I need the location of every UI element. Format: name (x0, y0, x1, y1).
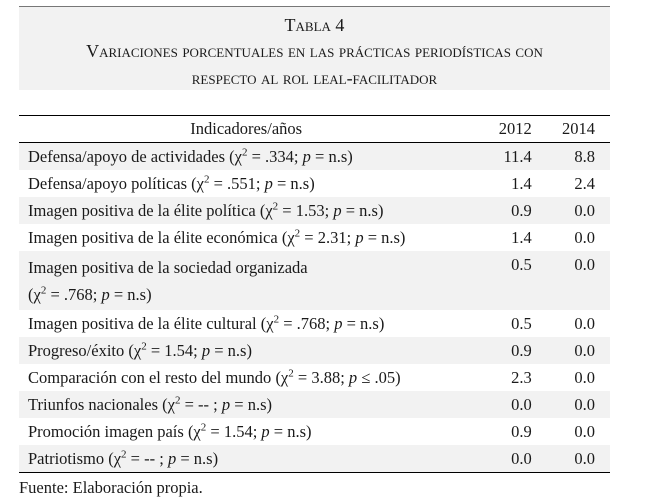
value-2014: 0.0 (574, 367, 595, 387)
chi-square-statistic: ($\chi^2 = 1.54$; p = n.s) (183, 421, 312, 441)
chi-square-statistic: ($\chi^2 = .334$; p = n.s) (225, 146, 353, 166)
table-header-row (19, 116, 610, 143)
chi-square-statistic: ($\chi^2 = .551$; p = n.s) (187, 173, 315, 193)
value-2014: 0.0 (574, 313, 595, 333)
value-2014: 2.4 (574, 173, 595, 193)
table-row (19, 337, 610, 364)
indicator-name: Progreso/éxito (28, 340, 125, 360)
value-2014: 0.0 (532, 251, 610, 310)
indicator-cell (19, 251, 473, 310)
indicator-cell (19, 197, 473, 224)
chi-square-statistic: ($\chi^2$ = -- ; p = n.s) (158, 394, 272, 414)
chi-square-statistic: ($\chi^2 = .768$; p = n.s) (28, 284, 152, 304)
table-row (19, 251, 610, 310)
chi-value: 1.54 (164, 340, 194, 360)
table-row (19, 224, 610, 251)
column-header-indicators: Indicadores/años (19, 116, 473, 143)
p-relation: = (367, 227, 377, 247)
table-title-box (19, 6, 610, 90)
chi-square-statistic: ($\chi^2$ = -- ; p = n.s) (104, 448, 219, 468)
chi-value: .768 (296, 313, 326, 333)
indicator-cell (19, 418, 473, 445)
p-value: n.s (287, 421, 307, 441)
p-value: n.s (360, 313, 379, 333)
indicator-cell (19, 391, 473, 418)
indicator-name: Imagen positiva de la élite política (28, 200, 256, 220)
chi-value: -- (198, 394, 214, 414)
value-2012: 1.4 (511, 173, 532, 193)
chi-square-statistic: ($\chi^2 = 2.31$; p = n.s) (277, 227, 406, 247)
p-relation: = (273, 421, 284, 441)
indicator-name: Imagen positiva de la élite cultural (28, 313, 257, 333)
value-2012: 11.4 (473, 143, 531, 171)
p-relation: = (180, 448, 190, 468)
indicator-cell (19, 337, 473, 364)
indicator-name: Defensa/apoyo políticas (28, 173, 187, 193)
p-relation: = (276, 173, 287, 193)
indicator-name: Defensa/apoyo de actividades (28, 146, 226, 166)
column-header-2014: 2014 (532, 116, 610, 143)
indicator-name: Imagen positiva de la élite económica (28, 227, 278, 247)
value-2012: 0.9 (473, 197, 531, 224)
value-2012: 0.0 (473, 445, 531, 473)
p-value: n.s (290, 173, 310, 193)
chi-square-statistic: ($\chi^2 = 1.53$; p = n.s) (255, 200, 384, 220)
table-row (19, 364, 610, 391)
indicator-cell (19, 445, 473, 473)
table-row (19, 310, 610, 337)
indicator-cell (19, 310, 473, 337)
chi-value: -- (144, 448, 160, 468)
chi-value: .768 (63, 284, 93, 304)
chi-square-statistic: ($\chi^2 = .768$; p = n.s) (256, 313, 385, 333)
indicator-cell (19, 143, 473, 171)
p-value: n.s (227, 340, 247, 360)
table-row (19, 445, 610, 473)
indicator-name: Promoción imagen país (28, 421, 184, 441)
chi-value: .334 (265, 146, 294, 166)
p-relation: = (234, 394, 244, 414)
value-2012: 0.5 (511, 313, 532, 333)
indicator-name: Triunfos nacionales (28, 394, 159, 414)
indicator-cell (19, 170, 473, 197)
chi-value: 2.31 (317, 227, 347, 247)
value-2014: 0.0 (574, 421, 595, 441)
table-title-line-2: respecto al rol leal-facilitador (191, 68, 438, 88)
p-value: .05 (374, 367, 396, 387)
value-2012: 0.9 (511, 421, 532, 441)
p-value: n.s (328, 146, 348, 166)
indicator-cell (19, 364, 473, 391)
chi-square-statistic: ($\chi^2 = 1.54$; p = n.s) (124, 340, 252, 360)
data-table (19, 115, 610, 473)
value-2014: 0.0 (532, 337, 610, 364)
indicator-name: Patriotismo (28, 448, 105, 468)
value-2014: 0.0 (532, 197, 610, 224)
table-row (19, 391, 610, 418)
p-value: n.s (381, 227, 400, 247)
p-value: n.s (127, 284, 147, 304)
p-relation: = (113, 284, 124, 304)
p-relation: ≤ (361, 367, 371, 387)
chi-value: 3.88 (311, 367, 341, 387)
chi-value: 1.53 (295, 200, 325, 220)
indicator-name: Comparación con el resto del mundo (28, 367, 272, 387)
indicator-name: Imagen positiva de la sociedad organizada (28, 257, 308, 277)
chi-value: 1.54 (223, 421, 253, 441)
value-2012: 1.4 (511, 227, 532, 247)
p-relation: = (315, 146, 325, 166)
table-number: Tabla 4 (284, 15, 345, 35)
table-row (19, 418, 610, 445)
p-value: n.s (247, 394, 267, 414)
p-relation: = (345, 200, 356, 220)
value-2014: 0.0 (532, 391, 610, 418)
chi-square-statistic: ($\chi^2 = 3.88$; p ≤ .05) (271, 367, 401, 387)
table-title-line-1: Variaciones porcentuales en las prácticas periodísticas con (86, 41, 543, 61)
table-row (19, 143, 610, 171)
column-header-2012: 2012 (473, 116, 531, 143)
p-relation: = (214, 340, 224, 360)
source-note: Fuente: Elaboración propia. (19, 478, 203, 497)
p-relation: = (346, 313, 356, 333)
value-2012: 0.9 (473, 337, 531, 364)
value-2014: 8.8 (532, 143, 610, 171)
value-2012: 0.5 (473, 251, 531, 310)
value-2012: 0.0 (473, 391, 531, 418)
table-row (19, 197, 610, 224)
p-value: n.s (359, 200, 378, 220)
value-2014: 0.0 (574, 227, 595, 247)
p-value: n.s (193, 448, 213, 468)
value-2012: 2.3 (511, 367, 532, 387)
chi-value: .551 (227, 173, 256, 193)
value-2014: 0.0 (532, 445, 610, 473)
indicator-cell (19, 224, 473, 251)
table-row (19, 170, 610, 197)
